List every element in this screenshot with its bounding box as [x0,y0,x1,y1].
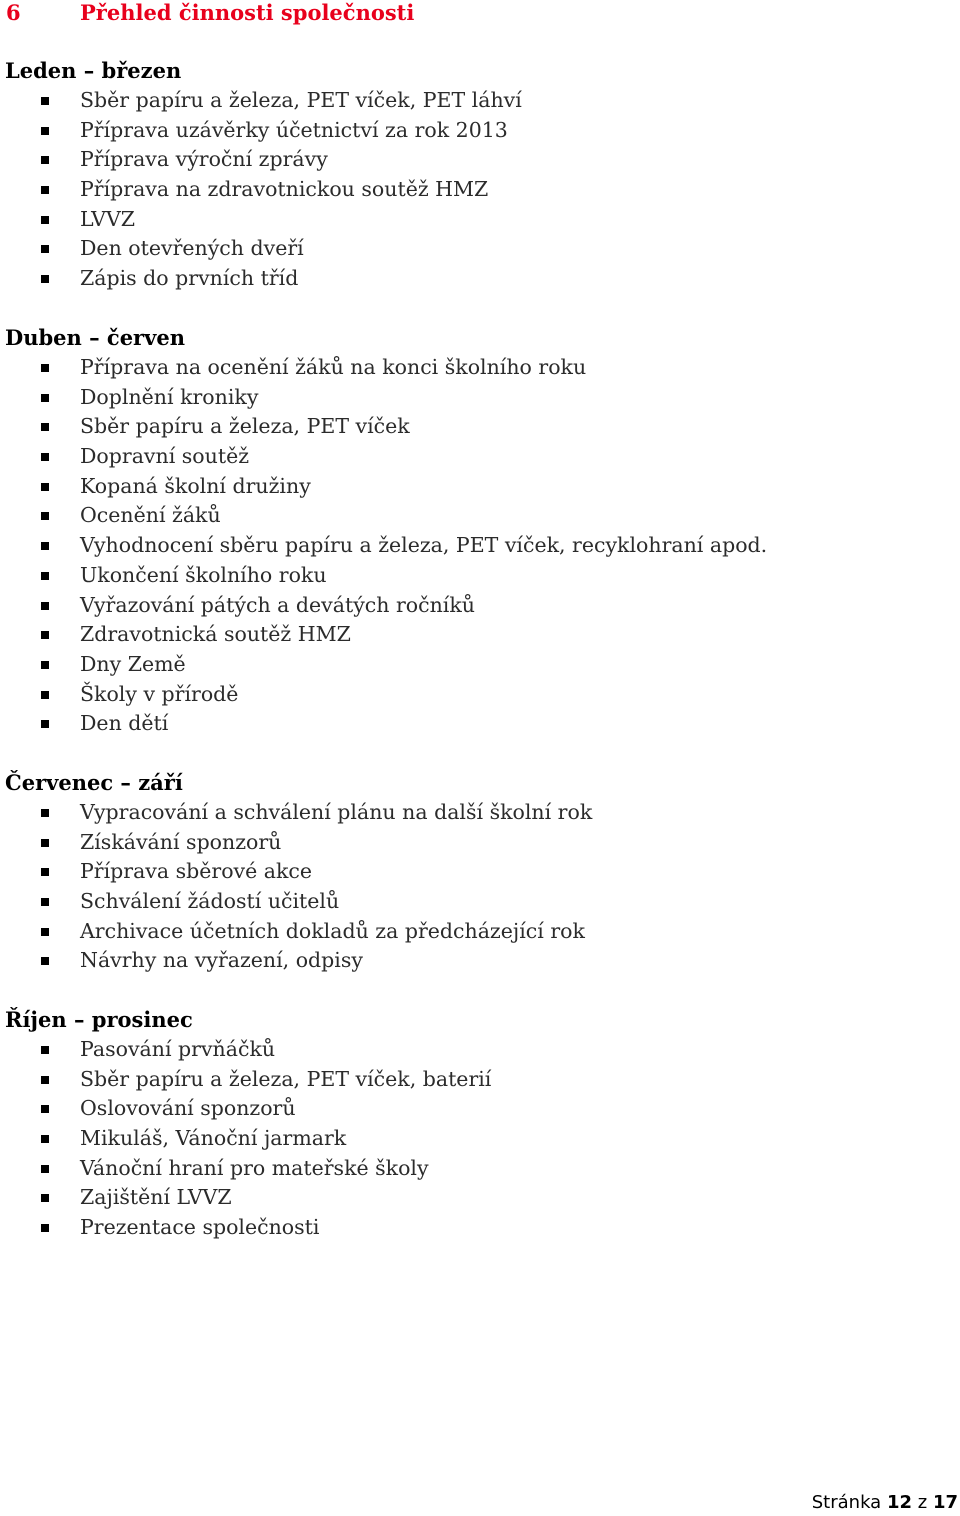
list-item: Ukončení školního roku [5,561,185,591]
list-item: Zajištění LVVZ [5,1183,193,1213]
footer-page-number: 12 [886,1492,913,1513]
list-item: LVVZ [5,205,181,235]
section-title: Leden – březen [5,58,182,83]
list-item: Mikuláš, Vánoční jarmark [5,1124,193,1154]
section-jan-mar [5,56,522,294]
list-item: Ocenění žáků [5,501,185,531]
list-item: Oslovování sponzorů [5,1094,193,1124]
square-bullet-icon [41,809,49,817]
page-footer [812,1490,958,1516]
list-item: Sběr papíru a železa, PET víček, baterií [5,1065,193,1095]
square-bullet-icon [41,423,49,431]
list-item: Doplnění kroniky [5,383,185,413]
footer-label: Stránka [811,1492,882,1513]
square-bullet-icon [41,691,49,699]
activity-list [5,353,768,739]
square-bullet-icon [41,453,49,461]
list-item: Příprava sběrové akce [5,857,183,887]
square-bullet-icon [41,1076,49,1084]
square-bullet-icon [41,542,49,550]
square-bullet-icon [41,483,49,491]
list-item: Získávání sponzorů [5,828,183,858]
list-item: Zápis do prvních tříd [5,264,181,294]
heading-number: 6 [6,0,21,25]
list-item: Zdravotnická soutěž HMZ [5,620,185,650]
square-bullet-icon [41,216,49,224]
section-oct-dec [5,1005,492,1243]
square-bullet-icon [41,602,49,610]
square-bullet-icon [41,631,49,639]
list-item: Pasování prvňáčků [5,1035,193,1065]
list-item: Příprava na zdravotnickou soutěž HMZ [5,175,181,205]
list-item: Den otevřených dveří [5,234,181,264]
activity-list [5,1035,492,1243]
square-bullet-icon [41,364,49,372]
square-bullet-icon [41,127,49,135]
square-bullet-icon [41,572,49,580]
section-jul-sep [5,768,593,976]
list-item: Vyhodnocení sběru papíru a železa, PET víček, recyklohraní apod. [5,531,185,561]
list-item: Kopaná školní družiny [5,472,185,502]
square-bullet-icon [41,1105,49,1113]
list-item: Vypracování a schválení plánu na další školní rok [5,798,183,828]
list-item: Příprava výroční zprávy [5,145,181,175]
square-bullet-icon [41,512,49,520]
list-item: Den dětí [5,709,185,739]
square-bullet-icon [41,898,49,906]
activity-list [5,86,522,294]
square-bullet-icon [41,957,49,965]
section-title: Říjen – prosinec [5,1007,193,1032]
list-item: Návrhy na vyřazení, odpisy [5,946,183,976]
page-heading [6,0,414,26]
square-bullet-icon [41,156,49,164]
list-item: Vyřazování pátých a devátých ročníků [5,591,185,621]
list-item: Příprava na ocenění žáků na konci školního roku [5,353,185,383]
square-bullet-icon [41,1194,49,1202]
square-bullet-icon [41,97,49,105]
list-item: Prezentace společnosti [5,1213,193,1243]
list-item: Sběr papíru a železa, PET víček [5,412,185,442]
square-bullet-icon [41,1224,49,1232]
list-item: Dny Země [5,650,185,680]
section-title: Duben – červen [5,325,185,350]
square-bullet-icon [41,394,49,402]
square-bullet-icon [41,1046,49,1054]
list-item: Dopravní soutěž [5,442,185,472]
square-bullet-icon [41,1135,49,1143]
square-bullet-icon [41,245,49,253]
heading-title: Přehled činnosti společnosti [80,0,415,25]
footer-total-pages: 17 [932,1492,958,1513]
activity-list [5,798,593,976]
square-bullet-icon [41,928,49,936]
list-item: Archivace účetních dokladů za předcházející rok [5,917,183,947]
section-title: Červenec – září [5,770,183,795]
list-item: Vánoční hraní pro mateřské školy [5,1154,193,1184]
square-bullet-icon [41,1165,49,1173]
list-item: Sběr papíru a železa, PET víček, PET láhví [5,86,181,116]
square-bullet-icon [41,186,49,194]
list-item: Školy v přírodě [5,680,185,710]
list-item: Příprava uzávěrky účetnictví za rok 2013 [5,116,181,146]
square-bullet-icon [41,839,49,847]
section-apr-jun [5,323,768,739]
footer-separator: z [917,1492,928,1513]
square-bullet-icon [41,275,49,283]
square-bullet-icon [41,720,49,728]
square-bullet-icon [41,868,49,876]
square-bullet-icon [41,661,49,669]
list-item: Schválení žádostí učitelů [5,887,183,917]
